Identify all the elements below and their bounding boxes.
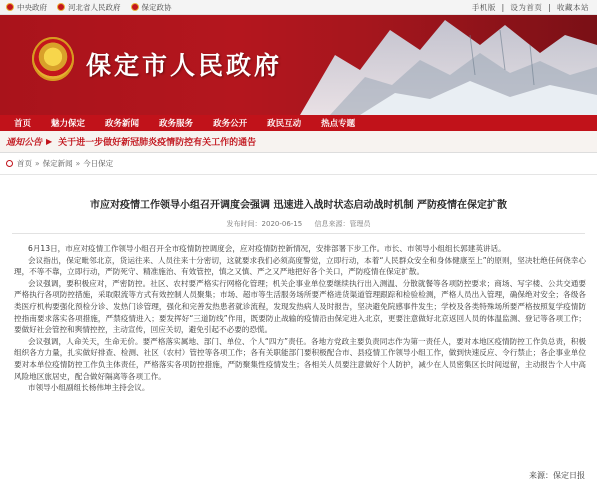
main-nav	[0, 115, 597, 131]
top-link-cppcc[interactable]	[131, 2, 172, 13]
nav-item-charm-baoding[interactable]: 魅力保定	[51, 119, 86, 129]
top-link-label: 中央政府	[17, 2, 47, 12]
breadcrumb-home[interactable]: 首页	[17, 159, 32, 168]
article-paragraph: 会议强调，人命关天，生命无价。要严格落实属地、部门、单位、个人“四方”责任。各地方党政主要负责同志作为第一责任人，要对本地区疫情防控工作负总责，积极组织各方力量，扎实做好排查、检测、社区（农村）管控等各项工作；各有关职能部门要积极配合市、县疫情工作领导小组工作，做到快速反应、令行禁止；各企事业单位要对本单位疫情防控工作负主体责任，严格落实各项防控措施，严防聚集性疫情发生；各相关人员要注意做好个人防护，减少在人员密集区长时间逗留，主动报告个人中高风险地区旅居史，配合做好隔离等各项工作。	[14, 336, 586, 381]
article-author: 信息来源：管理员	[314, 220, 371, 228]
article-paragraph: 会议指出，保定毗邻北京，货运往来、人员往来十分密切，这就要求我们必须高度警觉，立即行动，本着“人民群众安全和身体健康至上”的原则，坚决牡绝任何侥幸心理，不等不靠，立即行动，严防死守、精准施治、有效管控，慎之又慎、严之又严地把好各个关口，严防疫情在保定扩散。	[14, 255, 586, 277]
article-paragraph: 市领导小组副组长杨伟坤主持会议。	[28, 383, 150, 393]
breadcrumb	[0, 153, 597, 175]
breadcrumb-news[interactable]: 保定新闻	[42, 159, 73, 168]
site-title: 保定市人民政府	[86, 51, 283, 80]
top-links	[6, 2, 172, 13]
article-body	[14, 243, 586, 394]
nav-item-home[interactable]: 首页	[14, 119, 32, 129]
breadcrumb-separator: »	[35, 159, 40, 168]
location-icon	[6, 160, 13, 167]
article-paragraph: 会议强调，要积极应对，严密防控。社区、农村要严格实行网格化管理；机关企事业单位要继续执行出入测温、分散就餐等各项防控要求；商场、写字楼、公共交通要严格执行各项防控措施，采取限流等方式有效控制人员聚集；市场、超市等生活服务场所要严格进货渠道管理跟踪和检验检测，严格人员出入管理，确保绝对安全；各级各类医疗机构要强化预检分诊、发热门诊管理，强化和完善发热患者就诊流程，发现发热病人及时报告，坚决避免院感事件发生；学校及各类特殊场所要严格按照复学疫情防控指南要求落实各项措施，严禁疫情进入；要发挥好“三道防线”作用，既要防止战输的疫情沿由保定进入北京，更要注意做好北京返回人员的体温监测、登记等各项工作；要做好社会管控和舆情控控，主动宣传，回应关切，避免引起不必要的恐慌。	[14, 278, 586, 335]
divider	[12, 233, 585, 234]
notice-link[interactable]: 关于进一步做好新冠肺炎疫情防控有关工作的通告	[58, 138, 257, 148]
site-banner	[0, 15, 597, 115]
notice-bar	[0, 131, 597, 153]
article-date: 发布时间：2020-06-15	[226, 220, 303, 228]
article-meta	[0, 219, 597, 229]
top-link-label: 河北省人民政府	[68, 2, 121, 12]
nav-item-gov-service[interactable]: 政务服务	[159, 119, 194, 129]
notice-tag: 通知公告	[6, 138, 43, 148]
cppcc-emblem-icon	[131, 3, 139, 11]
nav-item-gov-news[interactable]: 政务新闻	[105, 119, 140, 129]
top-link-hebei-gov[interactable]	[57, 2, 121, 13]
national-emblem-icon	[6, 3, 14, 11]
article-title: 市应对疫情工作领导小组召开调度会强调 迅速进入战时状态启动战时机制 严防疫情在保定扩散	[90, 200, 507, 211]
national-emblem-logo	[32, 37, 74, 81]
top-link-label: 保定政协	[141, 2, 172, 12]
top-utility-bar	[0, 0, 597, 15]
notice-arrow-icon: ▶	[46, 137, 53, 146]
national-emblem-icon	[57, 3, 65, 11]
breadcrumb-separator: »	[75, 159, 81, 168]
article-source: 来源：保定日报	[529, 471, 585, 480]
breadcrumb-today[interactable]: 今日保定	[83, 159, 114, 168]
nav-item-hot-topics[interactable]: 热点专题	[321, 119, 356, 129]
top-right-links[interactable]: 手机版 | 设为首页 | 收藏本站	[471, 2, 589, 12]
article-paragraph: 6月13日，市应对疫情工作领导小组召开全市疫情防控调度会，应对疫情防控新情况，安排部署下步工作。市长、市领导小组组长郭建英讲话。	[28, 244, 506, 253]
nav-item-interaction[interactable]: 政民互动	[267, 119, 302, 129]
nav-item-gov-disclosure[interactable]: 政务公开	[213, 119, 248, 129]
top-link-central-gov[interactable]	[6, 2, 47, 13]
